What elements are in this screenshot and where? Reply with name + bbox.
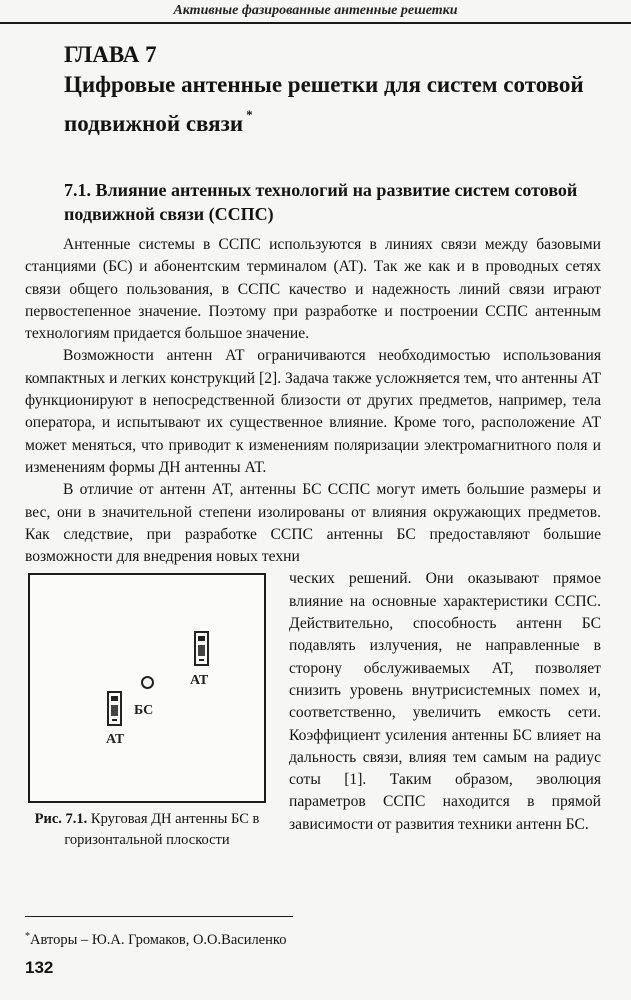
footnote-mark: * <box>25 931 30 942</box>
paragraph-1: Антенные системы в ССПС используются в линиях связи между базовыми станциями (БС) и абонентским терминалом (АТ). Так же как и в проводных сетях связи общего пользования, в ССПС качество и надежность линий связи играют первостепенное значение. Поэтому при разработке и построении ССПС антенным технологиям придается большое значение. <box>25 236 601 343</box>
paragraph-3: В отличие от антенн АТ, антенны БС ССПС могут иметь большие размеры и вес, они в значительной степени изолированы от влияния окружающих предметов. Как следствие, при разработке ССПС антенны БС предоставляют большие возможности для внедрения новых техни <box>25 481 601 566</box>
running-header: Активные фазированные антенные решетки <box>0 0 631 24</box>
base-station-label: БС <box>134 703 154 719</box>
figure-caption <box>25 809 269 851</box>
chapter-title: Цифровые антенные решетки для систем сотовой подвижной связи <box>64 72 584 136</box>
chapter-footnote-mark: * <box>246 107 253 122</box>
terminal-antenna-icon <box>193 630 211 668</box>
terminal-antenna-icon <box>106 690 124 728</box>
figure-label: Рис. 7.1. <box>34 811 88 828</box>
body-text <box>25 234 601 876</box>
terminal-label-upper: АТ <box>190 673 209 689</box>
page-number: 132 <box>25 958 54 977</box>
chapter-number: ГЛАВА 7 <box>64 42 157 67</box>
chapter-heading <box>64 40 609 139</box>
paragraph-2: Возможности антенн АТ ограничиваются необходимостью использования компактных и легких конструкций [2]. Задача также усложняется тем, что антенны АТ функционируют в непосредственной близости от других предметов, например, тела оператора, и испытывают их существенное влияние. Кроме того, расположение АТ может меняться, что приводит к изменениям поляризации электромагнитного поля и изменениям формы ДН антенны АТ. <box>25 347 601 476</box>
terminal-label-lower: АТ <box>106 732 125 748</box>
paragraph-3-continuation: ческих решений. Они оказывают прямое влияние на основные характеристики ССПС. Действительно, способность антенн БС подавлять излучения, не направленные в сторону обслуживаемых АТ, позволяет снизить уровень внутрисистемных помех и, соответственно, увеличить емкость сети. Коэффициент усиления антенны БС влияет на дальность связи, влияя тем самым на радиус соты [1]. Таким образом, эволюция параметров ССПС находится в прямой зависимости от развития техники антенн БС. <box>289 570 601 833</box>
footnote <box>25 928 286 949</box>
radiation-pattern-diagram <box>28 573 266 803</box>
footnote-divider <box>25 916 293 917</box>
figure-7-1 <box>25 568 275 876</box>
figure-caption-text: Круговая ДН антенны БС в горизонтальной плоскости <box>64 811 260 849</box>
section-heading: 7.1. Влияние антенных технологий на развитие систем сотовой подвижной связи (ССПС) <box>64 180 578 224</box>
footnote-text: Авторы – Ю.А. Громаков, О.О.Василенко <box>30 932 287 948</box>
base-station-antenna-icon <box>141 676 154 689</box>
